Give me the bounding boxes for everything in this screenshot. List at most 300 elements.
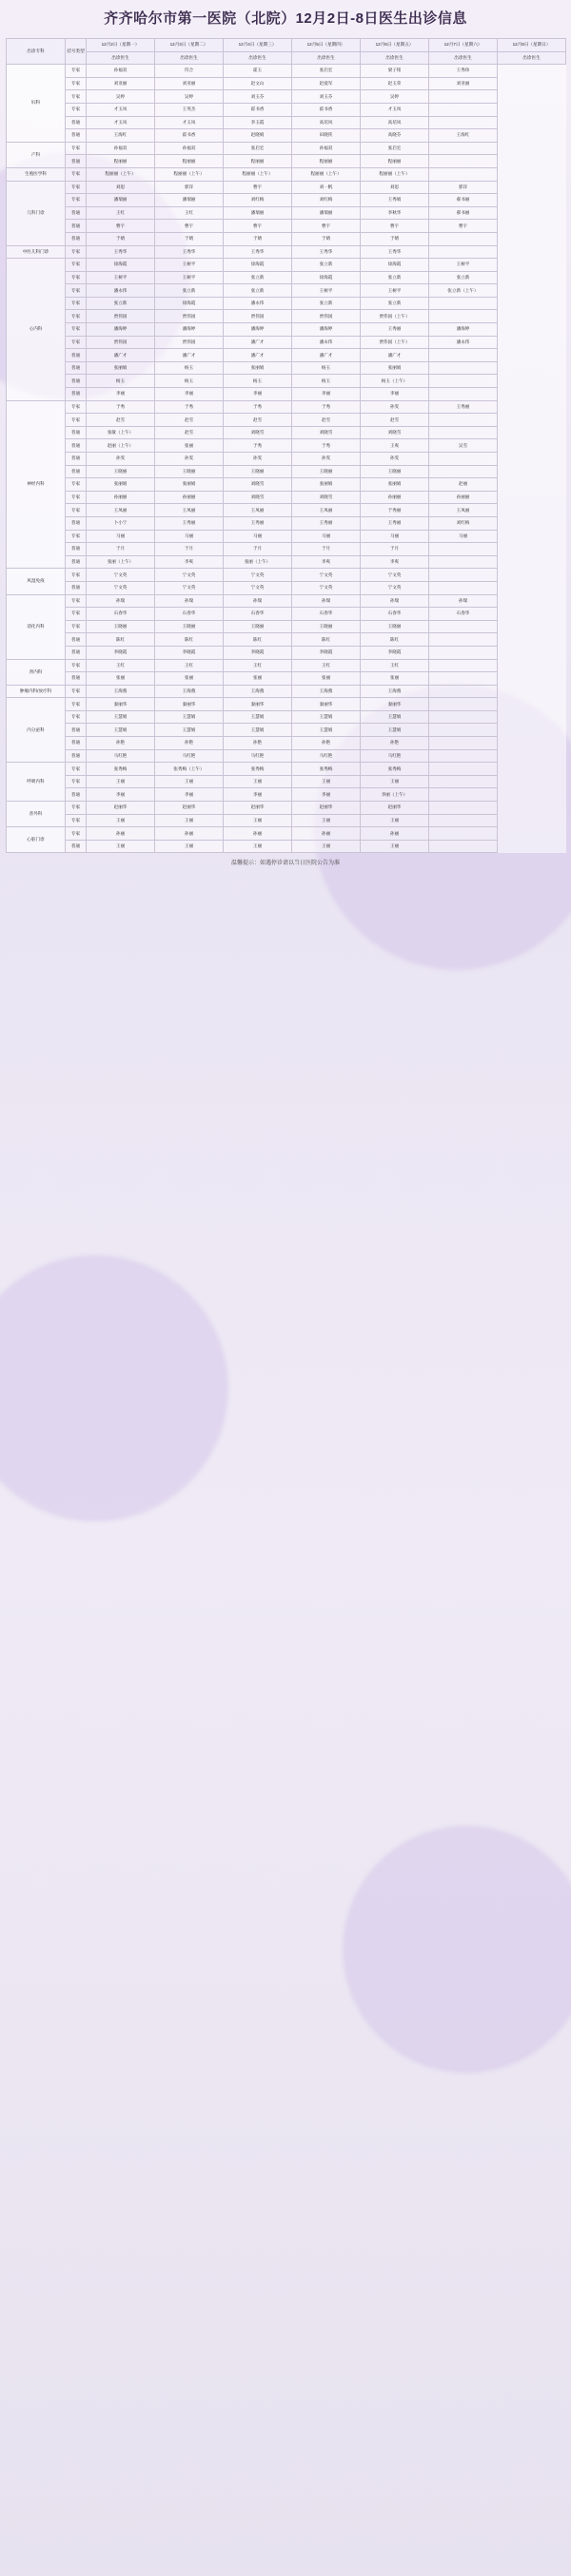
doctor-cell: 潘瑞丽 bbox=[224, 206, 292, 220]
table-row bbox=[7, 775, 566, 788]
doctor-cell: 王海红 bbox=[87, 129, 155, 143]
table-row bbox=[7, 284, 566, 298]
doctor-cell: 秦丽华 bbox=[361, 698, 429, 711]
doctor-cell: 宁文英 bbox=[224, 569, 292, 582]
doctor-cell: 王慧娟 bbox=[292, 710, 361, 724]
doctor-cell: 孙雯 bbox=[292, 453, 361, 466]
doctor-cell: 王晓丽 bbox=[361, 620, 429, 633]
registration-type: 普通 bbox=[66, 453, 87, 466]
doctor-cell: 郭洋 bbox=[155, 181, 224, 194]
doctor-cell: 孙丽丽 bbox=[361, 491, 429, 504]
doctor-cell: 程丽丽 bbox=[155, 155, 224, 168]
registration-type: 专家 bbox=[66, 65, 87, 78]
doctor-cell: 曹宇 bbox=[361, 220, 429, 233]
doctor-cell: 王丽 bbox=[361, 840, 429, 853]
doctor-cell: 潘海婷 bbox=[429, 323, 498, 337]
bg-decoration bbox=[0, 1255, 228, 1521]
doctor-cell bbox=[429, 232, 498, 245]
doctor-cell: 杨玉 bbox=[292, 375, 361, 388]
table-row bbox=[7, 336, 566, 349]
doctor-cell: 王树平 bbox=[155, 259, 224, 272]
doctor-cell: 王丽 bbox=[87, 775, 155, 788]
table-row bbox=[7, 465, 566, 478]
table-row bbox=[7, 659, 566, 672]
doctor-cell: 才玉凤 bbox=[87, 103, 155, 116]
table-row bbox=[7, 749, 566, 763]
doctor-cell: 王晓丽 bbox=[292, 465, 361, 478]
doctor-cell: 张立新 bbox=[155, 284, 224, 298]
doctor-cell: 王慧娟 bbox=[361, 724, 429, 737]
doctor-cell: 曹宇 bbox=[155, 220, 224, 233]
doctor-cell: 孙福双 bbox=[155, 142, 224, 155]
doctor-cell: 李丽 bbox=[155, 388, 224, 401]
doctor-cell: 贾伟国 bbox=[87, 336, 155, 349]
registration-type: 专家 bbox=[66, 194, 87, 207]
doctor-cell: 曹宇 bbox=[87, 220, 155, 233]
footer-note: 温馨提示：如遇停诊请以当日医院公告为准 bbox=[230, 861, 340, 867]
doctor-cell: 高培凤 bbox=[361, 116, 429, 129]
doctor-cell: 孙福双 bbox=[87, 142, 155, 155]
registration-type: 专家 bbox=[66, 414, 87, 427]
doctor-cell: 霍书香 bbox=[155, 129, 224, 143]
doctor-cell: 王红 bbox=[87, 206, 155, 220]
registration-type: 专家 bbox=[66, 530, 87, 543]
registration-type: 专家 bbox=[66, 620, 87, 633]
doctor-cell bbox=[429, 90, 498, 104]
doctor-cell: 杨玉 bbox=[292, 361, 361, 375]
dept-name: 儿科门诊 bbox=[7, 181, 66, 245]
day-header: 12月3日（星期二） bbox=[155, 39, 224, 52]
day-header: 12月5日（星期四） bbox=[292, 39, 361, 52]
doctor-cell: 刘思 bbox=[361, 181, 429, 194]
doctor-cell: 张立新 bbox=[361, 297, 429, 310]
doctor-cell: 孙丽丽 bbox=[155, 491, 224, 504]
table-row bbox=[7, 633, 566, 647]
table-row bbox=[7, 167, 566, 181]
doctor-cell: 张立新 bbox=[224, 271, 292, 284]
registration-type: 专家 bbox=[66, 594, 87, 608]
table-row bbox=[7, 271, 566, 284]
doctor-cell: 于秀 bbox=[292, 400, 361, 414]
sub-header: 出诊医生 bbox=[292, 51, 361, 65]
doctor-cell: 郭洋 bbox=[429, 181, 498, 194]
registration-type: 专家 bbox=[66, 763, 87, 776]
doctor-cell: 高晓芬 bbox=[361, 129, 429, 143]
dept-name: 生殖医学科 bbox=[7, 167, 66, 181]
doctor-cell: 王英杰 bbox=[155, 103, 224, 116]
doctor-cell: 赵丽华 bbox=[361, 802, 429, 815]
doctor-cell: 王晓丽 bbox=[224, 620, 292, 633]
registration-type: 专家 bbox=[66, 77, 87, 90]
doctor-cell: 贾伟国 bbox=[224, 310, 292, 323]
doctor-cell: 王晓丽 bbox=[87, 465, 155, 478]
doctor-cell bbox=[429, 310, 498, 323]
doctor-cell: 郝书丽 bbox=[429, 206, 498, 220]
doctor-cell: 陈红 bbox=[87, 633, 155, 647]
doctor-cell: 赵丽华 bbox=[292, 802, 361, 815]
table-row bbox=[7, 245, 566, 259]
table-row bbox=[7, 581, 566, 594]
doctor-cell: 赵文山 bbox=[224, 77, 292, 90]
doctor-cell: 李晓霞 bbox=[224, 646, 292, 659]
doctor-cell: 石春华 bbox=[361, 608, 429, 621]
registration-type: 普通 bbox=[66, 516, 87, 530]
doctor-cell: 陈红 bbox=[224, 633, 292, 647]
table-row bbox=[7, 388, 566, 401]
table-row bbox=[7, 65, 566, 78]
doctor-cell: 高培凤 bbox=[292, 116, 361, 129]
table-row bbox=[7, 206, 566, 220]
doctor-cell bbox=[429, 814, 498, 827]
doctor-cell: 贾伟国（上午） bbox=[361, 336, 429, 349]
doctor-cell: 王晓丽 bbox=[87, 620, 155, 633]
doctor-cell: 王树平 bbox=[155, 271, 224, 284]
doctor-cell: 于月 bbox=[224, 543, 292, 556]
doctor-cell: 孙艳 bbox=[87, 737, 155, 750]
registration-type: 普通 bbox=[66, 439, 87, 453]
doctor-cell: 杨玉 bbox=[155, 375, 224, 388]
registration-type: 专家 bbox=[66, 181, 87, 194]
sub-header: 出诊医生 bbox=[429, 51, 498, 65]
doctor-cell: 王秀丽 bbox=[361, 516, 429, 530]
dept-name: 内分泌科 bbox=[7, 698, 66, 763]
doctor-cell: 王丽 bbox=[292, 775, 361, 788]
doctor-cell: 郝书丽 bbox=[429, 194, 498, 207]
doctor-cell: 吴婷 bbox=[361, 90, 429, 104]
doctor-cell: 赵雪 bbox=[87, 414, 155, 427]
doctor-cell: 宁文英 bbox=[361, 581, 429, 594]
doctor-cell: 潘永伟 bbox=[224, 297, 292, 310]
table-row bbox=[7, 620, 566, 633]
doctor-cell: 曹宇 bbox=[429, 220, 498, 233]
doctor-cell: 王海燕 bbox=[155, 685, 224, 698]
doctor-cell bbox=[429, 167, 498, 181]
table-row bbox=[7, 129, 566, 143]
registration-type: 普通 bbox=[66, 543, 87, 556]
doctor-cell bbox=[429, 802, 498, 815]
doctor-cell: 吴雪 bbox=[429, 439, 498, 453]
schedule-body bbox=[7, 65, 566, 853]
doctor-cell: 王丽 bbox=[224, 775, 292, 788]
doctor-cell: 张启宏 bbox=[361, 142, 429, 155]
doctor-cell: 潘海婷 bbox=[292, 323, 361, 337]
registration-type: 专家 bbox=[66, 90, 87, 104]
day-header: 12月2日（星期一） bbox=[87, 39, 155, 52]
registration-type: 专家 bbox=[66, 698, 87, 711]
doctor-cell bbox=[429, 155, 498, 168]
table-row bbox=[7, 414, 566, 427]
doctor-cell: 潘广才 bbox=[155, 349, 224, 362]
doctor-cell: 张立新 bbox=[87, 297, 155, 310]
doctor-cell: 王晓丽 bbox=[292, 620, 361, 633]
doctor-cell: 贾伟国 bbox=[155, 310, 224, 323]
doctor-cell: 王树平 bbox=[87, 271, 155, 284]
table-row bbox=[7, 685, 566, 698]
doctor-cell: 刘晓雪 bbox=[292, 491, 361, 504]
doctor-cell: 孙福双 bbox=[87, 65, 155, 78]
doctor-cell: 李丽 bbox=[361, 388, 429, 401]
doctor-cell: 王海燕 bbox=[224, 685, 292, 698]
doctor-cell: 潘永伟 bbox=[429, 336, 498, 349]
doctor-cell: 程丽丽（上午） bbox=[87, 167, 155, 181]
doctor-cell: 孙丽丽 bbox=[87, 491, 155, 504]
doctor-cell: 王秀丽 bbox=[224, 516, 292, 530]
doctor-cell: 孙丽 bbox=[292, 827, 361, 841]
doctor-cell bbox=[429, 581, 498, 594]
table-row bbox=[7, 814, 566, 827]
doctor-cell: 王树平 bbox=[429, 259, 498, 272]
doctor-cell: 王丽 bbox=[155, 775, 224, 788]
doctor-cell: 孙艳 bbox=[292, 737, 361, 750]
doctor-cell: 赵雪 bbox=[155, 414, 224, 427]
doctor-cell: 程丽丽（上午） bbox=[155, 167, 224, 181]
registration-type: 普通 bbox=[66, 129, 87, 143]
doctor-cell: 曹宇 bbox=[224, 181, 292, 194]
doctor-cell: 宁文英 bbox=[87, 569, 155, 582]
table-row bbox=[7, 77, 566, 90]
doctor-cell: 张丽 bbox=[155, 439, 224, 453]
doctor-cell: 赵丽华 bbox=[224, 802, 292, 815]
registration-type: 普通 bbox=[66, 155, 87, 168]
doctor-cell: 潘瑞丽 bbox=[292, 206, 361, 220]
doctor-cell: 李爽 bbox=[361, 555, 429, 569]
doctor-cell bbox=[429, 659, 498, 672]
doctor-cell bbox=[429, 633, 498, 647]
doctor-cell bbox=[429, 724, 498, 737]
doctor-cell: 程丽丽（上午） bbox=[292, 167, 361, 181]
doctor-cell: 孙艳 bbox=[361, 737, 429, 750]
registration-type: 普通 bbox=[66, 116, 87, 129]
registration-type: 专家 bbox=[66, 259, 87, 272]
sub-header: 出诊医生 bbox=[224, 51, 292, 65]
doctor-cell: 陈红 bbox=[155, 633, 224, 647]
doctor-cell: 杨玉 bbox=[87, 375, 155, 388]
registration-type: 专家 bbox=[66, 775, 87, 788]
doctor-cell: 王秀娟 bbox=[361, 194, 429, 207]
doctor-cell: 程丽丽（上午） bbox=[224, 167, 292, 181]
doctor-cell bbox=[429, 569, 498, 582]
doctor-cell: 李丽 bbox=[87, 788, 155, 802]
doctor-cell: 于月 bbox=[155, 543, 224, 556]
registration-type: 普通 bbox=[66, 646, 87, 659]
doctor-cell: 李丽 bbox=[87, 388, 155, 401]
sub-header: 出诊医生 bbox=[498, 51, 566, 65]
doctor-cell: 张敏（上午） bbox=[87, 426, 155, 439]
doctor-cell: 王慧娟 bbox=[224, 724, 292, 737]
table-row bbox=[7, 478, 566, 492]
doctor-cell: 潘瑞丽 bbox=[155, 194, 224, 207]
doctor-cell bbox=[429, 543, 498, 556]
doctor-cell: 李丽 bbox=[155, 788, 224, 802]
doctor-cell: 潘广才 bbox=[224, 336, 292, 349]
doctor-cell: 李丽 bbox=[224, 388, 292, 401]
doctor-cell: 李丽（上午） bbox=[361, 788, 429, 802]
doctor-cell: 田晓侠 bbox=[292, 129, 361, 143]
doctor-cell: 赵丽 bbox=[429, 478, 498, 492]
registration-type: 专家 bbox=[66, 310, 87, 323]
registration-type: 普通 bbox=[66, 361, 87, 375]
registration-type: 普通 bbox=[66, 724, 87, 737]
doctor-cell: 王秀华 bbox=[87, 245, 155, 259]
table-row bbox=[7, 349, 566, 362]
doctor-cell: 潘海婷 bbox=[224, 323, 292, 337]
registration-type: 专家 bbox=[66, 608, 87, 621]
doctor-cell: 潘永伟 bbox=[87, 284, 155, 298]
doctor-cell: 张立新（上午） bbox=[429, 284, 498, 298]
doctor-cell bbox=[429, 414, 498, 427]
doctor-cell: 王红 bbox=[361, 659, 429, 672]
doctor-cell: 王红 bbox=[155, 659, 224, 672]
doctor-cell: 王秀华 bbox=[361, 245, 429, 259]
table-row bbox=[7, 698, 566, 711]
page-title: 齐齐哈尔市第一医院（北院）12月2日-8日医生出诊信息 bbox=[104, 10, 467, 27]
doctor-cell: 宁文英 bbox=[361, 569, 429, 582]
doctor-cell: 孙丽丽 bbox=[429, 491, 498, 504]
doctor-cell: 王丽 bbox=[87, 840, 155, 853]
registration-type: 专家 bbox=[66, 827, 87, 841]
doctor-cell: 王秀珍 bbox=[429, 65, 498, 78]
dept-name: 肾内科 bbox=[7, 659, 66, 685]
doctor-cell: 宁文英 bbox=[87, 581, 155, 594]
doctor-cell: 张丽娟 bbox=[87, 361, 155, 375]
table-row bbox=[7, 516, 566, 530]
doctor-cell: 刘亚丽 bbox=[429, 77, 498, 90]
doctor-cell: 刘红梅 bbox=[429, 516, 498, 530]
registration-type: 普通 bbox=[66, 749, 87, 763]
dept-name: 肿瘤内科/放疗科 bbox=[7, 685, 66, 698]
doctor-cell: 杨玉 bbox=[224, 375, 292, 388]
doctor-cell: 孙雯 bbox=[361, 400, 429, 414]
doctor-cell: 赵雪 bbox=[292, 414, 361, 427]
doctor-cell bbox=[429, 116, 498, 129]
doctor-cell: 王秀丽 bbox=[361, 323, 429, 337]
doctor-cell: 贾伟国 bbox=[155, 336, 224, 349]
doctor-cell: 张丽（上午） bbox=[224, 555, 292, 569]
doctor-cell: 王凤丽 bbox=[292, 504, 361, 517]
table-row bbox=[7, 763, 566, 776]
dept-name: 心内科 bbox=[7, 259, 66, 401]
doctor-cell: 于月 bbox=[87, 543, 155, 556]
day-header: 12月8日（星期日） bbox=[498, 39, 566, 52]
table-row bbox=[7, 827, 566, 841]
doctor-cell: 梁子铭 bbox=[361, 65, 429, 78]
doctor-cell: 潘永伟 bbox=[292, 336, 361, 349]
doctor-cell: 王秀华 bbox=[292, 245, 361, 259]
dept-name: 风湿免疫 bbox=[7, 569, 66, 594]
doctor-cell: 潘广才 bbox=[87, 349, 155, 362]
doctor-cell: 张立新 bbox=[224, 284, 292, 298]
registration-type: 普通 bbox=[66, 388, 87, 401]
doctor-cell: 王红 bbox=[155, 206, 224, 220]
doctor-cell: 徐海霞 bbox=[361, 259, 429, 272]
doctor-cell: 孙雯 bbox=[155, 453, 224, 466]
doctor-cell: 王红 bbox=[292, 659, 361, 672]
doctor-cell bbox=[429, 297, 498, 310]
registration-type: 专家 bbox=[66, 284, 87, 298]
registration-type: 普通 bbox=[66, 232, 87, 245]
doctor-cell: 王丽 bbox=[155, 814, 224, 827]
sub-header: 出诊医生 bbox=[155, 51, 224, 65]
doctor-cell: 于婧 bbox=[292, 232, 361, 245]
doctor-cell: 赵雪 bbox=[155, 426, 224, 439]
table-row bbox=[7, 103, 566, 116]
dept-name: 妇科 bbox=[7, 65, 66, 143]
doctor-cell bbox=[429, 749, 498, 763]
doctor-cell: 石春华 bbox=[224, 608, 292, 621]
registration-type: 专家 bbox=[66, 336, 87, 349]
doctor-cell bbox=[429, 426, 498, 439]
doctor-cell: 张丽娟 bbox=[87, 478, 155, 492]
doctor-cell: 张秀梅 bbox=[87, 763, 155, 776]
registration-type: 专家 bbox=[66, 103, 87, 116]
doctor-cell: 于婧 bbox=[224, 232, 292, 245]
doctor-cell: 孙丽 bbox=[224, 827, 292, 841]
doctor-cell: 马红艳 bbox=[155, 749, 224, 763]
registration-type: 专家 bbox=[66, 504, 87, 517]
doctor-cell bbox=[429, 827, 498, 841]
doctor-cell: 于月 bbox=[361, 543, 429, 556]
doctor-cell: 孙丽 bbox=[361, 827, 429, 841]
doctor-cell: 马红艳 bbox=[292, 749, 361, 763]
doctor-cell: 张丽娟 bbox=[361, 478, 429, 492]
registration-type: 专家 bbox=[66, 271, 87, 284]
doctor-cell: 张秀梅 bbox=[224, 763, 292, 776]
doctor-cell: 刘晓雪 bbox=[361, 426, 429, 439]
doctor-cell: 张立新 bbox=[429, 271, 498, 284]
doctor-cell bbox=[429, 245, 498, 259]
doctor-cell: 马红艳 bbox=[224, 749, 292, 763]
doctor-cell: 马红艳 bbox=[87, 749, 155, 763]
doctor-cell: 王晓丽 bbox=[224, 465, 292, 478]
doctor-cell: 王丽 bbox=[292, 840, 361, 853]
doctor-cell: 王晓丽 bbox=[155, 620, 224, 633]
doctor-cell: 王丽 bbox=[292, 814, 361, 827]
doctor-cell: 杨玉 bbox=[155, 361, 224, 375]
day-header: 12月7日（星期六） bbox=[429, 39, 498, 52]
doctor-cell: 于秀 bbox=[155, 400, 224, 414]
doctor-cell: 吴婷 bbox=[87, 90, 155, 104]
table-row bbox=[7, 90, 566, 104]
type-header: 挂号类型 bbox=[66, 39, 87, 65]
registration-type: 专家 bbox=[66, 814, 87, 827]
registration-type: 普通 bbox=[66, 633, 87, 647]
doctor-cell: 宁文英 bbox=[155, 581, 224, 594]
doctor-cell: 才玉凤 bbox=[87, 116, 155, 129]
doctor-cell: 徐海霞 bbox=[224, 259, 292, 272]
doctor-cell: 张立新 bbox=[292, 259, 361, 272]
doctor-cell bbox=[429, 375, 498, 388]
doctor-cell: 王慧娟 bbox=[155, 710, 224, 724]
registration-type: 普通 bbox=[66, 737, 87, 750]
doctor-cell bbox=[429, 103, 498, 116]
doctor-cell: 陈红 bbox=[361, 633, 429, 647]
doctor-cell: 王凤丽 bbox=[155, 504, 224, 517]
sub-header: 出诊医生 bbox=[87, 51, 155, 65]
doctor-cell: 程丽丽 bbox=[361, 155, 429, 168]
dept-name: 呼吸内科 bbox=[7, 763, 66, 802]
doctor-cell: 张秀梅（上午） bbox=[155, 763, 224, 776]
doctor-cell: 孙丽 bbox=[87, 827, 155, 841]
table-row bbox=[7, 259, 566, 272]
doctor-cell: 刘亚丽 bbox=[87, 77, 155, 90]
doctor-cell: 于婧 bbox=[87, 232, 155, 245]
doctor-cell: 于秀 bbox=[292, 439, 361, 453]
doctor-cell: 王慧娟 bbox=[87, 724, 155, 737]
doctor-cell: 潘海婷 bbox=[155, 323, 224, 337]
doctor-cell: 潘瑞丽 bbox=[87, 194, 155, 207]
doctor-cell: 孙瑞 bbox=[155, 594, 224, 608]
doctor-cell: 王秀华 bbox=[155, 245, 224, 259]
